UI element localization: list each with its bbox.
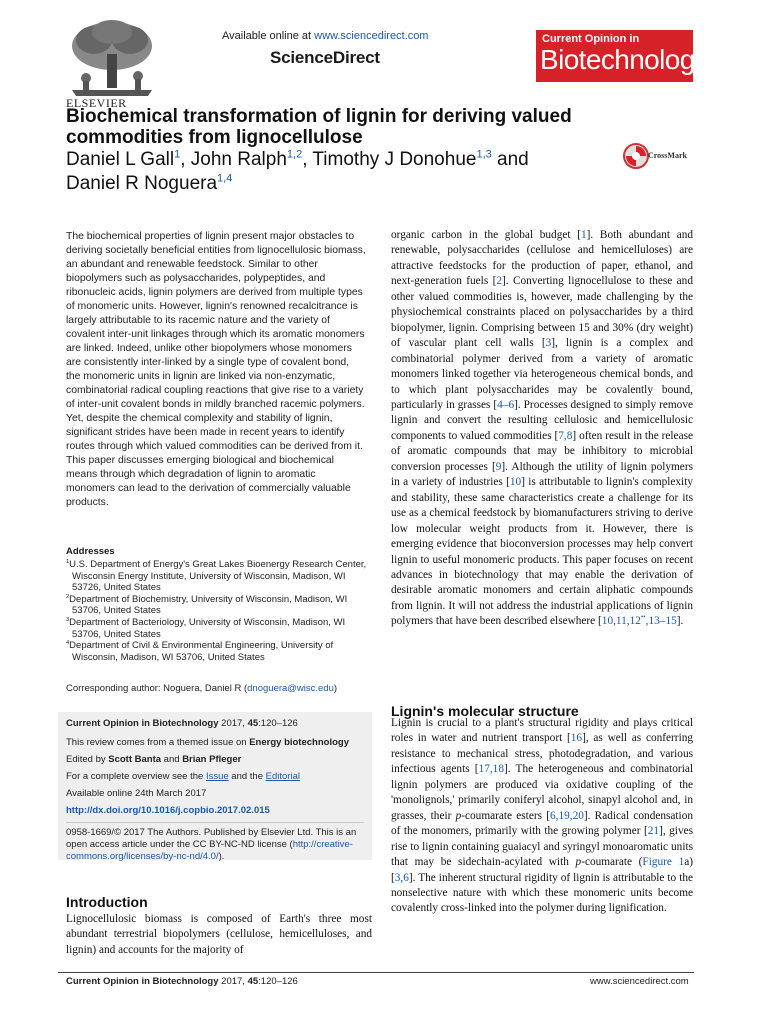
info-available-date: Available online 24th March 2017 [66, 788, 207, 799]
available-online-line [222, 30, 428, 42]
body-text: ] is attributable to lignin's complexity and stability, these same characteristics create a challenge for its use as a chemical feedstock by biomanufacturers striving to derive low molecular weight products from it. However, there is emerging evidence that bioconversion processes may help convert lignin to useful monomeric products. This paper focuses on recent advances in biotechnology that may enable the derivation of desirable aromatic monomers and certain aliphatic compounds from lignin. It will not address the industrial applications of lignin polymers that have been described elsewhere [ [391, 476, 693, 628]
citation-link[interactable]: 17,18 [478, 763, 504, 776]
journal-banner-line1: Current Opinion in [542, 33, 640, 45]
address-text: U.S. Department of Energy's Great Lakes Bioenergy Research Center, Wisconsin Energy Institute, University of Wisconsin, Madison, WI 53726, United States [69, 559, 367, 594]
info-journal-pages: :120–126 [258, 718, 298, 729]
info-editor-2: Brian Pfleger [182, 754, 242, 765]
info-overview-prefix: For a complete overview see the [66, 771, 206, 782]
body-text: ]. Converting lignocellulose to these and other valued commodities is, however, made challenging by the physiochemical constraints placed on polysaccharides by a third biopolymer, lignin. Comprising between 15 and 30% (dry weight) of vascular plant cell walls [ [391, 275, 693, 350]
body-text: ]. The inherent structural rigidity of lignin is attributable to the nonselective nature with which these monomeric units become covalently cross-linked into the polymer during lignification. [391, 871, 693, 915]
sciencedirect-link[interactable]: www.sciencedirect.com [314, 30, 429, 42]
address-text: Department of Biochemistry, University of Wisconsin, Madison, WI 53706, United States [69, 593, 348, 617]
italic-text: p [575, 856, 582, 869]
introduction-heading: Introduction [66, 894, 148, 910]
citation-link[interactable]: 2 [496, 275, 503, 288]
body-text: ]. Processes designed to simply remove lignin and convert the resulting cellulosic and hemicellulosic components to valued commodities [ [391, 398, 693, 442]
address-text: Department of Bacteriology, University of Wisconsin, Madison, WI 53706, United States [69, 616, 346, 640]
addresses-heading: Addresses [66, 546, 115, 557]
body-text: -coumarate esters [ [461, 809, 550, 822]
citation-link[interactable]: 6,19,20 [549, 809, 584, 822]
author-affiliation-marker[interactable]: 1,3 [476, 148, 492, 161]
body-text: ]. [676, 615, 684, 628]
crossmark-icon [622, 142, 650, 170]
body-text: ]. Although the utility of lignin polymers in a variety of industries [ [391, 460, 693, 489]
corresponding-suffix: ) [333, 683, 338, 694]
author-name: Daniel L Gall [66, 149, 175, 170]
right-column-text [391, 228, 693, 630]
info-copyright [66, 827, 366, 863]
info-journal-year: 2017, [218, 718, 248, 729]
author-list [66, 148, 586, 196]
author-name: Timothy J Donohue [312, 149, 477, 170]
author-affiliation-marker[interactable]: 1,4 [217, 172, 233, 185]
address-number: 2 [66, 593, 70, 600]
address-item [66, 640, 371, 663]
address-list [66, 559, 371, 663]
body-text: organic carbon in the global budget [ [391, 229, 581, 241]
footer-divider [58, 972, 694, 973]
footer-pages: :120–126 [258, 976, 298, 987]
citation-link[interactable]: 21 [647, 825, 660, 838]
author-affiliation-marker[interactable]: 1,2 [286, 148, 303, 161]
introduction-text: Lignocellulosic biomass is composed of Earth's three most abundant terrestrial biopolymers (cellulose, hemicelluloses, and lignin) and accounts for the majority of [66, 913, 372, 956]
info-journal-citation [66, 718, 366, 730]
corresponding-author [66, 683, 366, 694]
body-text: ]. Both abundant and renewable, polysaccharides (cellulose and hemicelluloses) are attractive feedstocks for the production of paper, ethanol, and next-generation fuels [ [391, 229, 694, 288]
editorial-link[interactable]: Editorial [265, 771, 300, 782]
lignin-structure-heading: Lignin's molecular structure [391, 703, 579, 719]
citation-link[interactable]: 3,6 [394, 871, 409, 884]
footer-year: 2017, [218, 976, 248, 987]
address-number: 4 [66, 640, 70, 646]
info-editor-1: Scott Banta [108, 754, 162, 765]
address-item [66, 559, 371, 594]
body-text: ]. The heterogeneous and combinatorial lignin polymers are produced via oxidative coupling of the 'monolignols,' primarily coniferyl alcohol, sinapyl alcohol and, in grasses, their [391, 763, 693, 822]
elsevier-tree-logo [64, 18, 160, 104]
author-separator: and [491, 149, 529, 170]
author-affiliation-marker[interactable]: 1 [174, 148, 181, 161]
available-online-prefix: Available online at [222, 30, 315, 42]
citation-link[interactable]: 10 [509, 476, 522, 489]
footer-journal: Current Opinion in Biotechnology [66, 976, 219, 987]
address-item [66, 594, 371, 617]
address-number: 3 [66, 616, 70, 623]
body-text: ], gives rise to lignin containing guaiacyl and syringyl monoaromatic units that may be sidechain-acylated with [391, 825, 693, 869]
citation-link[interactable]: 1 [580, 229, 587, 241]
publisher-name: ELSEVIER [66, 96, 127, 110]
address-text: Department of Civil & Environmental Engineering, University of Wisconsin, Madison, WI 53706, United States [69, 640, 334, 663]
figure-link[interactable]: Figure 1 [642, 856, 685, 869]
issue-link[interactable]: Issue [205, 771, 229, 782]
info-edited-and: and [161, 754, 183, 765]
journal-banner-line2: Biotechnology [540, 44, 709, 75]
author-name: John Ralph [190, 149, 287, 170]
citation-emphasis-marker: •• [640, 614, 646, 622]
body-text: ], lignin is a complex and combinatorial polymer derived from a variety of aromatic monomers linked together via heterogeneous chemical bonds, and to which plant polysaccharides may be covalently bound, particularly in grasses [ [391, 337, 693, 411]
article-info-box [58, 712, 372, 860]
footer-citation [66, 976, 298, 987]
info-edited-prefix: Edited by [66, 754, 109, 765]
info-edited-by [66, 754, 366, 766]
info-theme-prefix: This review comes from a themed issue on [66, 737, 250, 748]
info-theme-name: Energy biotechnology [249, 737, 349, 748]
body-text: -coumarate ( [581, 856, 643, 869]
citation-link[interactable]: 9 [495, 460, 502, 473]
address-item [66, 617, 371, 640]
info-copyright-text: 0958-1669/© 2017 The Authors. Published by Elsevier Ltd. This is an open access article under the CC BY-NC-ND license ( [66, 827, 357, 850]
author-separator: , [180, 149, 191, 170]
body-text: ] often result in the release of aromatic compounds that may be inhibitory to microbial conversion processes [ [391, 429, 693, 473]
doi-link[interactable]: http://dx.doi.org/10.1016/j.copbio.2017.02.015 [66, 805, 270, 816]
citation-link[interactable]: 10,11,12 [601, 615, 641, 628]
sciencedirect-logo: ScienceDirect [270, 48, 380, 67]
body-text: ], as well as conferring resistance to mechanical stress, photodegradation, and various infectious agents [ [391, 732, 693, 776]
citation-link[interactable]: 4–6 [497, 398, 515, 411]
journal-banner [536, 30, 709, 82]
footer-url[interactable]: www.sciencedirect.com [590, 976, 689, 987]
corresponding-prefix: Corresponding author: Noguera, Daniel R ( [66, 683, 248, 694]
info-divider [66, 822, 364, 823]
license-link[interactable]: http://creative-commons.org/licenses/by-nc-nd/4.0/ [66, 839, 353, 862]
body-text: Lignin is crucial to a plant's structural rigidity and plays critical roles in water and nutrient transport [ [391, 717, 693, 745]
author-name: Daniel R Noguera [66, 173, 218, 194]
citation-link[interactable]: 3 [545, 337, 552, 350]
citation-link[interactable]: 16 [570, 732, 583, 745]
info-overview-and: and the [228, 771, 266, 782]
author-separator: , [302, 149, 313, 170]
info-journal-name: Current Opinion in Biotechnology [66, 718, 219, 729]
body-text: ]. Radical condensation of the monomers, primarily with the growing polymer [ [391, 809, 693, 838]
info-overview [66, 771, 366, 783]
info-copyright-end: ). [218, 851, 225, 862]
abstract-text: The biochemical properties of lignin present major obstacles to deriving societally beneficial entities from lignocellulosic biomass, an abundant and renewable feedstock. Similar to other biopolymers such as polysaccharides, polypeptides, and ribonucleic acids, lignin polymers are derived from multiple types of monomeric units. However, lignin's renowned recalcitrance is largely attributable to its racemic nature and the variety of covalent inter-unit linkages through which its aromatic monomers are linked. Indeed, unlike other biopolymers whose monomers are consistently inter-linked by a single type of covalent bond, the monomeric units in lignin are linked via non-enzymatic, combinatorial radical coupling reactions that give rise to a variety of inter-unit covalent bonds in mildly branched racemic polymers. Yet, despite the chemical complexity and stability of lignin, significant strides have been made in recent years to identify routes through which valued commodities can be derived from it. This paper discusses emerging biological and biochemical means through which degradation of lignin to aromatic monomers can lead to the derivation of commercially valuable products. [66, 231, 366, 508]
footer-volume: 45 [247, 976, 259, 987]
body-text: a) [ [391, 856, 694, 884]
italic-text: p [455, 809, 462, 822]
corresponding-email-link[interactable]: dnoguera@wisc.edu [247, 683, 334, 694]
article-title: Biochemical transformation of lignin for deriving valued commodities from lignocellulose [66, 106, 572, 148]
info-themed-issue [66, 737, 366, 749]
address-number: 1 [66, 558, 70, 565]
citation-link[interactable]: 7,8 [558, 429, 573, 442]
lignin-structure-text [391, 716, 693, 917]
crossmark-label[interactable]: CrossMark [648, 151, 687, 160]
info-journal-volume: 45 [247, 718, 259, 729]
citation-link[interactable]: ,13–15 [645, 615, 677, 628]
